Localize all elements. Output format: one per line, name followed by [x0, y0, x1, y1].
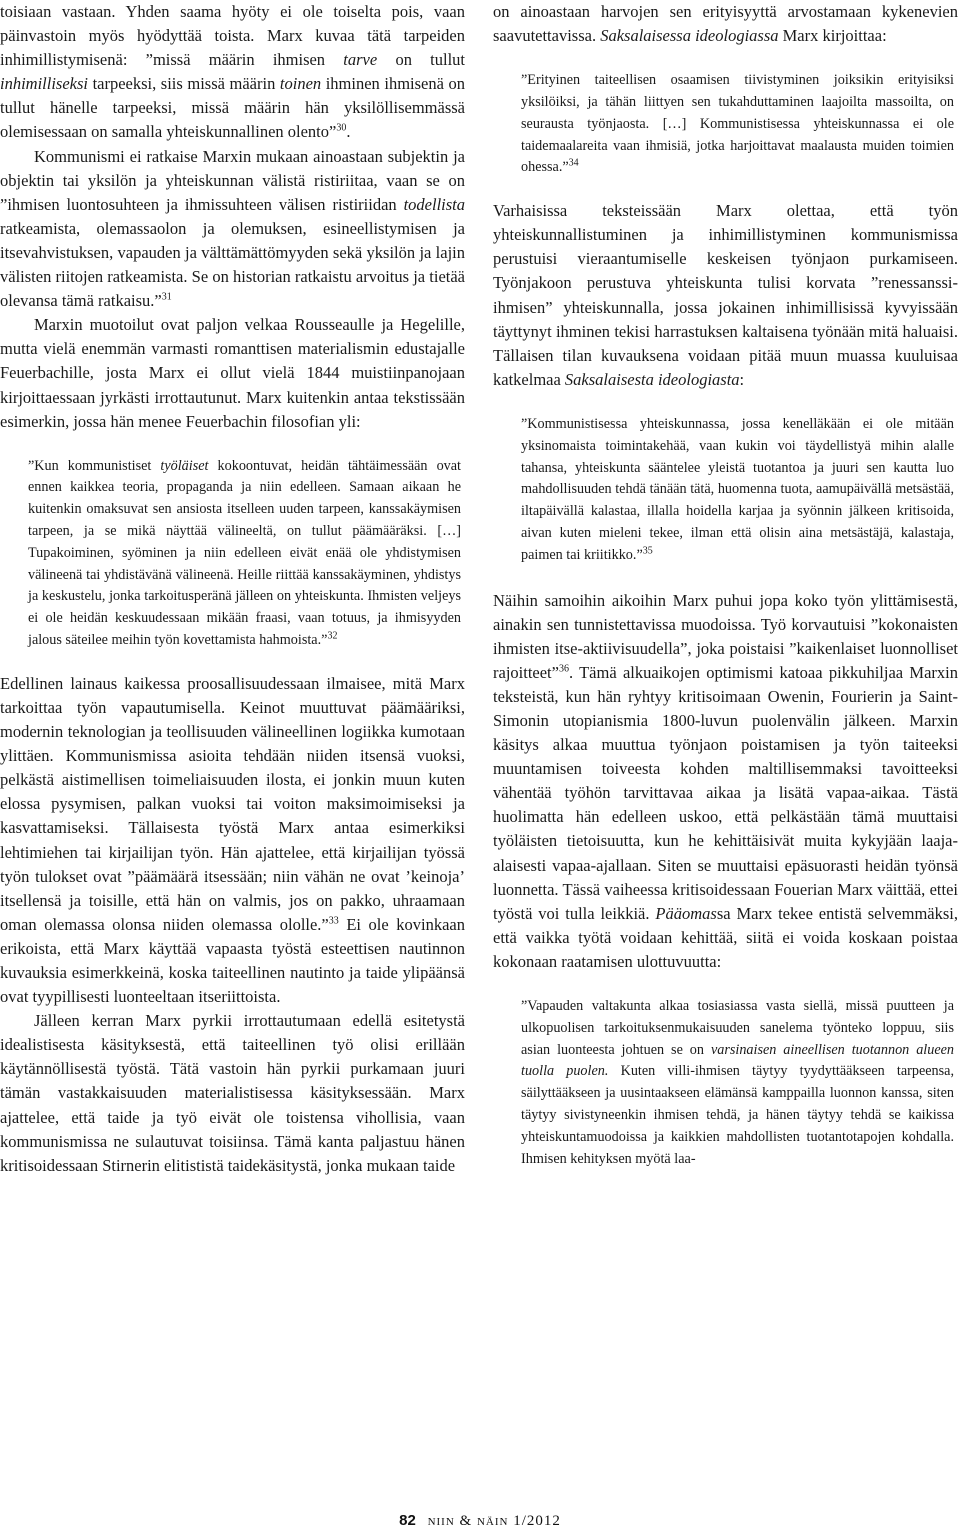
- magazine-name: niin & näin 1/2012: [427, 1513, 561, 1529]
- right-body-3: [493, 589, 958, 975]
- block-quote: [521, 70, 954, 179]
- footnote-ref: 36: [558, 663, 569, 675]
- footnote-ref: 34: [568, 157, 579, 169]
- page-number: 82: [399, 1512, 416, 1529]
- emphasis: todellista: [403, 194, 465, 214]
- paragraph: [493, 199, 958, 392]
- text: . Tämä alkuaikojen optimismi katoaa pikkuhiljaa Marxin teksteistä, kun hän ryhtyy kritisoimaan Owenin, Fourierin ja Saint-Simonin utopianismia 1800-luvun puolenvälin jälkeen. Marxin käsitys alkaa muuttua työnjaon poistamisen ja työn taiteeksi muuntamisen toiveesta kohden maltillisemmaksi tavoitteeksi vähentää työhön tarvittavaa aikaa ja lisätä vapaa-aikaa. Tästä huolimatta hän edelleen uskoo, että pelkästään tämä muuttaisi työläisten tietoisuutta, kun he kehittäisivät muita kykyjään laaja-alaisesti vapaa-ajallaan. Siten se muuttaisi epäsuorasti heidän työnsä luonnetta. Tässä vaiheessa kritisoidessaan Fouerian Marx väittää, ettei työstä voi tulla leikkiä.: [493, 662, 958, 923]
- text: sa Marx tekee entistä selvemmäksi, että vaikka työtä voidaan kehittää, siitä ei voida koskaan poistaa kokonaan raatamisen ulottuvuutta:: [493, 903, 959, 971]
- footnote-ref: 35: [642, 544, 653, 556]
- right-column: [493, 0, 958, 1170]
- emphasis: varsinaisen aineellisen tuotannon alueen tuolla puolen.: [521, 1041, 955, 1080]
- left-body: [0, 0, 465, 434]
- text: .: [346, 122, 351, 142]
- text: Edellinen lainaus kaikessa proosallisuudessaan ilmaisee, mitä Marx tarkoittaa työn vapautumisella. Keinot muuttuvat päämääriksi, modernin teknologian ja teollisuuden välineellinen logiikka kumotaan ylittäen. Kommunismissa asioita tehdään niiden itsensä vuoksi, pelkästä aistimellisen toimeliaisuuden ilosta, ei jonkin muun kuten elossa pysymisen, palkan vuoksi tai voiton maksimoimiseksi ja kasvattamiseksi. Tällaisesta työstä Marx antaa esimerkiksi lehtimiehen tai kirjailijan työn. Hän ajattelee, että kirjailijan työssä työn tulokset ovat ”päämäärä itsessään; niin vähän ne ovat ’keinoja’ itsellensä ja toisille, että hän on valmis, jos on pakko, uhraamaan oman olemassa olonsa niiden olemassa ololle.”: [0, 673, 465, 934]
- footnote-ref: 31: [161, 291, 172, 303]
- text: ”Kommunistisessa yhteiskunnassa, jossa kenelläkään ei ole mitään yksinomaista toimintakehää, vaan kukin voi täydellistyä mihin alalle tahansa, yhteiskunta sääntelee yleistä tuotantoa ja juuri sen kautta luo mahdollisuuden tehdä tänään tätä, huomenna tuota, aamupäivällä metsästää, iltapäivällä kalastaa, illalla hoidella karjaa ja syönnin jälkeen kritisoida, aivan kuten mieleni tekee, ilman että olisin aina metsästäjä, kalastaja, paimen tai kriitikko.”: [521, 415, 954, 563]
- text: Ei ole kovinkaan erikoista, että Marx käyttää vapaasta työstä esteettisen nautinnon kuvauksia esimerkkeinä, koska taiteellinen nautinto ja taide ylipäänsä ovat tyypillisesti luonteeltaan itseriittoista.: [0, 914, 465, 1007]
- text: :: [739, 369, 745, 389]
- text: ihminen ihmisenä on tullut hänelle tarpeeksi, missä määrin hän yksilöllisemmässä olemisessaan on samalla yhteiskunnallinen olento”: [0, 74, 465, 142]
- text: Varhaisissa teksteissään Marx olettaa, että työn yhteiskunnallistuminen ja inhimillistyminen kommunismissa perustuisi vieraantumiselle keskeisen työnjaon purkamiseen. Työnjakoon perustuva yhteiskunta tulisi korvata ”renessanssi-ihmisen” yhteiskunnalla, jossa jokainen inhimillisissä kyvyissään täyttynyt ihminen tekisi harrastuksen kaltaisena työnään mitä haluaisi. Tällaisen tilan kuvauksena voidaan pitää muun muassa kuuluisaa katkelmaa: [493, 201, 958, 389]
- text: toisiaan vastaan. Yhden saama hyöty ei ole toiselta pois, vaan päinvastoin myös hyödyttää toista. Marx kuvaa tätä tarpeiden inhimillistymisenä: ”missä määrin ihmisen: [0, 2, 465, 70]
- footnote-ref: 32: [327, 630, 338, 642]
- right-body: [493, 0, 958, 48]
- emphasis: Saksalaisessa ideologiassa: [600, 26, 779, 46]
- emphasis: tarve: [343, 50, 378, 70]
- paragraph: [0, 0, 465, 145]
- text: Marx kirjoittaa:: [782, 26, 887, 46]
- left-body-2: [0, 672, 465, 1178]
- paragraph: [0, 672, 465, 1009]
- paragraph: Marxin muotoilut ovat paljon velkaa Rousseaulle ja Hegelille, mutta vielä enemmän varmasti romanttisen materialismin edustajalle Feuerbachille, josta Marx ei ollut vielä 1844 muistiinpanojaan kirjoittaessaan jyrkästi irrottautunut. Marx kuitenkin antaa tekstissään esimerkin, jossa hän menee Feuerbachin filosofian yli:: [0, 315, 465, 431]
- emphasis: inhimilliseksi: [0, 74, 88, 94]
- text: kokoontuvat, heidän tähtäimessään ovat ennen kaikkea teoria, propaganda ja niin edelleen. Samaan aikaan he kuitenkin omaksuvat sen ansiosta itselleen uuden tarpeen, kanssakäymisen tarpeen, ja se mikä näyttää välineeltä, on tullut päämääräksi. […] Tupakoiminen, syöminen ja niin edelleen eivät enää ole yhdistymisen välineenä tai yhdistävänä välineenä. Heille riittää kanssakäyminen, yhdistys ja keskustelu, jonka tarkoitusperänä jälleen on yhteiskunta. Ihmisten veljeys ei ole heidän keskuudessaan mikään fraasi, vaan totuus, ja ihmisyyden jalous säteilee meihin työn kovettamista hahmoista.”: [28, 457, 462, 649]
- text: Kuten villi-ihmisen täytyy tyydyttääkseen tarpeensa, säilyttääkseen ja uusintaakseen elämänsä kamppailla luonnon kanssa, siten täytyy sivistyneenkin ihmisen tehdä, ja hänen täytyy tehdä se kaikissa yhteiskuntamuodoissa ja kaikkien mahdollisten tuotantotapojen kohdalla. Ihmisen kehityksen myötä laa-: [521, 1063, 955, 1167]
- text: on ainoastaan harvojen sen erityisyyttä arvostamaan kykenevien saavutettavissa.: [493, 2, 958, 46]
- block-quote: [28, 456, 461, 652]
- text: ”Vapauden valtakunta alkaa tosiasiassa vasta siellä, missä puutteen ja ulkopuolisen tarkoituksenmukaisuuden sanelema työnteko loppuu, siis asian luonteesta johtuen se on: [521, 998, 954, 1058]
- footnote-ref: 30: [336, 122, 347, 134]
- right-body-2: [493, 199, 958, 392]
- paragraph: [493, 0, 958, 48]
- text: ”Erityinen taiteellisen osaamisen tiivistyminen joiksikin erityisiksi yksilöiksi, ja tähän liittyen sen tukahduttaminen laajoilta massoilta, on seurausta työnjaosta. […] Kommunistisessa yhteiskunnassa ei ole taidemaalareita vaan ihmisiä, jotka harjoittavat maalausta muiden toimien ohessa.”: [521, 72, 954, 176]
- emphasis: Pääomas: [655, 903, 717, 923]
- text: tarpeeksi, siis missä määrin: [92, 74, 276, 94]
- paragraph: [493, 589, 958, 975]
- text: on tullut: [395, 50, 466, 70]
- emphasis: työläiset: [160, 457, 209, 474]
- paragraph: Jälleen kerran Marx pyrkii irrottautumaan edellä esitetystä idealistisesta käsityksestä, että taiteellinen työ olisi erillään käytännöllisestä työstä. Tätä vastoin hän pyrkii purkamaan juuri tämän vastakkaisuuden materialistisessa käsityksessään. Marx ajattelee, että taide ja työ eivät ole toistensa vihollisia, vaan kommunismissa ne sulautuvat toisiinsa. Tämä kanta paljastuu hänen kritisoidessaan Stirnerin elitististä taidekäsitystä, jonka mukaan taide: [0, 1011, 465, 1175]
- block-quote: [521, 414, 954, 567]
- page-footer: [0, 1512, 960, 1534]
- block-quote: [521, 996, 954, 1170]
- emphasis: toinen: [279, 74, 322, 94]
- text: Näihin samoihin aikoihin Marx puhui jopa koko työn ylittämisestä, ainakin sen tunnistettavissa muodoissa. Työ korvautuisi ”kokonaisten ihmisten itse-aktiivisuudella”, joka poistaisi ”kaikenlaiset luonnolliset rajoitteet”: [493, 590, 958, 682]
- footnote-ref: 33: [328, 915, 339, 927]
- text: ratkeamista, olemassaolon ja olemuksen, esineellistymisen ja itsevahvistuksen, vapauden ja välttämättömyyden sekä yksilön ja lajin välisten riitojen ratkeamista. Se on historian ratkaistu arvoitus ja tietää olevansa tämä ratkaisu.”: [0, 218, 465, 311]
- left-column: [0, 0, 465, 1178]
- text: Kommunismi ei ratkaise Marxin mukaan ainoastaan subjektin ja objektin tai yksilön ja yhteiskunnan välistä ristiriitaa, vaan se on ”ihmisen luontosuhteen ja ihmissuhteen välisen ristiriidan: [0, 146, 465, 214]
- text: ”Kun kommunistiset: [28, 457, 152, 474]
- paragraph: [0, 145, 465, 314]
- emphasis: Saksalaisesta ideologiasta: [564, 369, 740, 389]
